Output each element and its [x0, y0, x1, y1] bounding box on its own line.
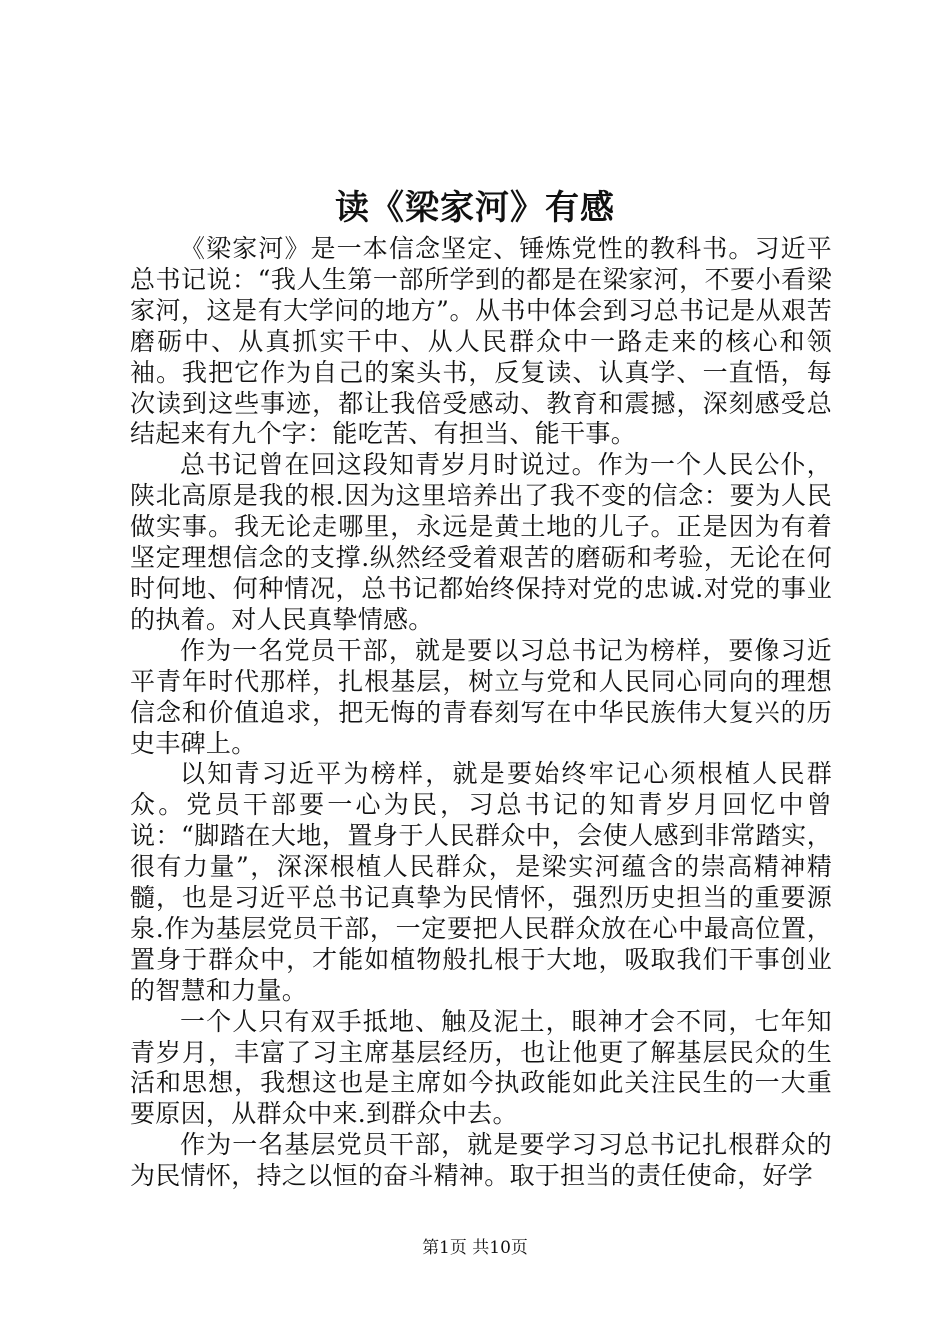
page-number-footer: 第1页 共10页 — [422, 1238, 528, 1258]
document-body — [130, 234, 832, 1192]
document-title: 读《梁家河》有感 — [335, 188, 615, 228]
paragraph-3: 作为一名党员干部，就是要以习总书记为榜样，要像习近平青年时代那样，扎根基层，树立与党和人民同心同向的理想信念和价值追求，把无悔的青春刻写在中华民族伟大复兴的历史丰碑上。 — [130, 635, 832, 758]
paragraph-2: 总书记曾在回这段知青岁月时说过。作为一个人民公仆，陕北高原是我的根.因为这里培养出了我不变的信念：要为人民做实事。我无论走哪里，永远是黄土地的儿子。正是因为有着坚定理想信念的支撑.纵然经受着艰苦的磨砺和考验，无论在何时何地、何种情况，总书记都始终保持对党的忠诚.对党的事业的执着。对人民真挚情感。 — [130, 450, 832, 634]
paragraph-4: 以知青习近平为榜样，就是要始终牢记心须根植人民群众。党员干部要一心为民，习总书记的知青岁月回忆中曾说：“脚踏在大地，置身于人民群众中，会使人感到非常踏实，很有力量”，深深根植人民群众，是梁实河蕴含的崇高精神精髓，也是习近平总书记真挚为民情怀，强烈历史担当的重要源泉.作为基层党员干部，一定要把人民群众放在心中最高位置，置身于群众中，才能如植物般扎根于大地，吸取我们干事创业的智慧和力量。 — [130, 759, 832, 1005]
paragraph-5: 一个人只有双手抵地、触及泥土，眼神才会不同，七年知青岁月，丰富了习主席基层经历，也让他更了解基层民众的生活和思想，我想这也是主席如今执政能如此关注民生的一大重要原因，从群众中来.到群众中去。 — [130, 1006, 832, 1129]
paragraph-1: 《梁家河》是一本信念坚定、锤炼党性的教科书。习近平总书记说：“我人生第一部所学到的都是在梁家河，不要小看梁家河，这是有大学问的地方”。从书中体会到习总书记是从艰苦磨砺中、从真抓实干中、从人民群众中一路走来的核心和领袖。我把它作为自己的案头书，反复读、认真学、一直悟，每次读到这些事迹，都让我倍受感动、教育和震撼，深刻感受总结起来有九个字：能吃苦、有担当、能干事。 — [130, 234, 832, 449]
paragraph-6: 作为一名基层党员干部，就是要学习习总书记扎根群众的为民情怀，持之以恒的奋斗精神。取于担当的责任使命，好学 — [130, 1130, 832, 1191]
